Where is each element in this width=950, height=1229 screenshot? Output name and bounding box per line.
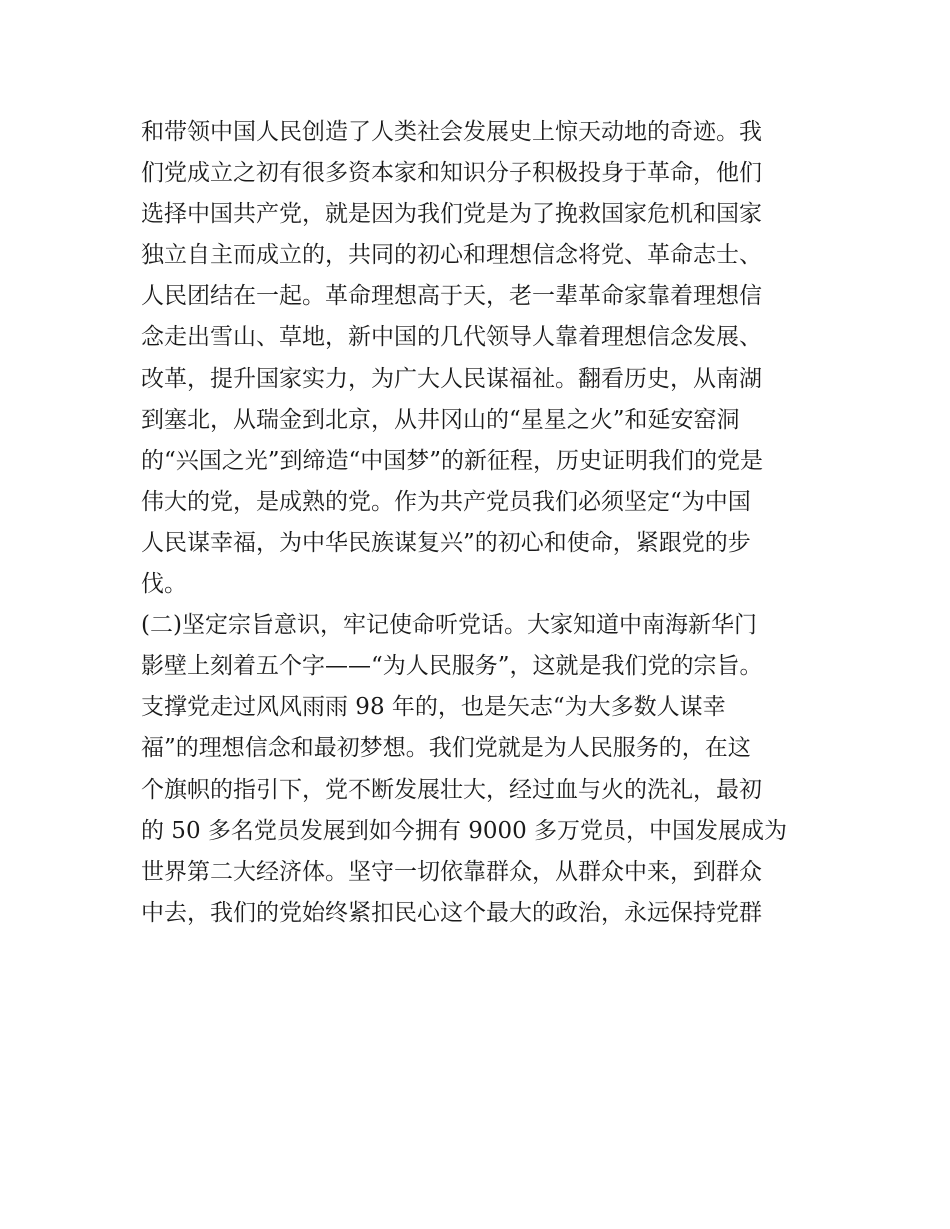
text-line: 影壁上刻着五个字——“为人民服务”，这就是我们党的宗旨。 [141,653,763,680]
text-line: 念走出雪山、草地，新中国的几代领导人靠着理想信念发展、 [141,324,762,351]
body-text [141,112,821,934]
text-line: 世界第二大经济体。坚守一切依靠群众，从群众中来，到群众 [141,858,762,885]
text-line: 的 50 多名党员发展到如今拥有 9000 多万党员，中国发展成为 [141,817,788,844]
text-line: 人民谋幸福，为中华民族谋复兴”的初心和使命，紧跟党的步 [141,529,751,556]
text-line: 人民团结在一起。革命理想高于天，老一辈革命家靠着理想信 [141,283,762,310]
text-line: 福”的理想信念和最初梦想。我们党就是为人民服务的，在这 [141,735,751,762]
text-line: 支撑党走过风风雨雨 98 年的，也是矢志“为大多数人谋幸 [141,694,726,721]
text-line: 选择中国共产党，就是因为我们党是为了挽救国家危机和国家 [141,201,762,228]
text-line: 到塞北，从瑞金到北京，从井冈山的“星星之火”和延安窑洞 [141,406,740,433]
text-line: 改革，提升国家实力，为广大人民谋福祉。翻看历史，从南湖 [141,365,762,392]
text-line: 们党成立之初有很多资本家和知识分子积极投身于革命，他们 [141,160,762,187]
text-line: 伟大的党，是成熟的党。作为共产党员我们必须坚定“为中国 [141,488,751,515]
text-line: 个旗帜的指引下，党不断发展壮大，经过血与火的洗礼，最初 [141,776,762,803]
text-line: 和带领中国人民创造了人类社会发展史上惊天动地的奇迹。我 [141,119,762,145]
text-line: 伐。 [141,571,187,598]
text-line: 中去，我们的党始终紧扣民心这个最大的政治，永远保持党群 [141,899,762,926]
section-heading-line: (二)坚定宗旨意识，牢记使命听党话。大家知道中南海新华门 [141,612,757,639]
text-line: 独立自主而成立的，共同的初心和理想信念将党、革命志士、 [141,242,762,269]
text-line: 的“兴国之光”到缔造“中国梦”的新征程，历史证明我们的党是 [141,447,764,474]
